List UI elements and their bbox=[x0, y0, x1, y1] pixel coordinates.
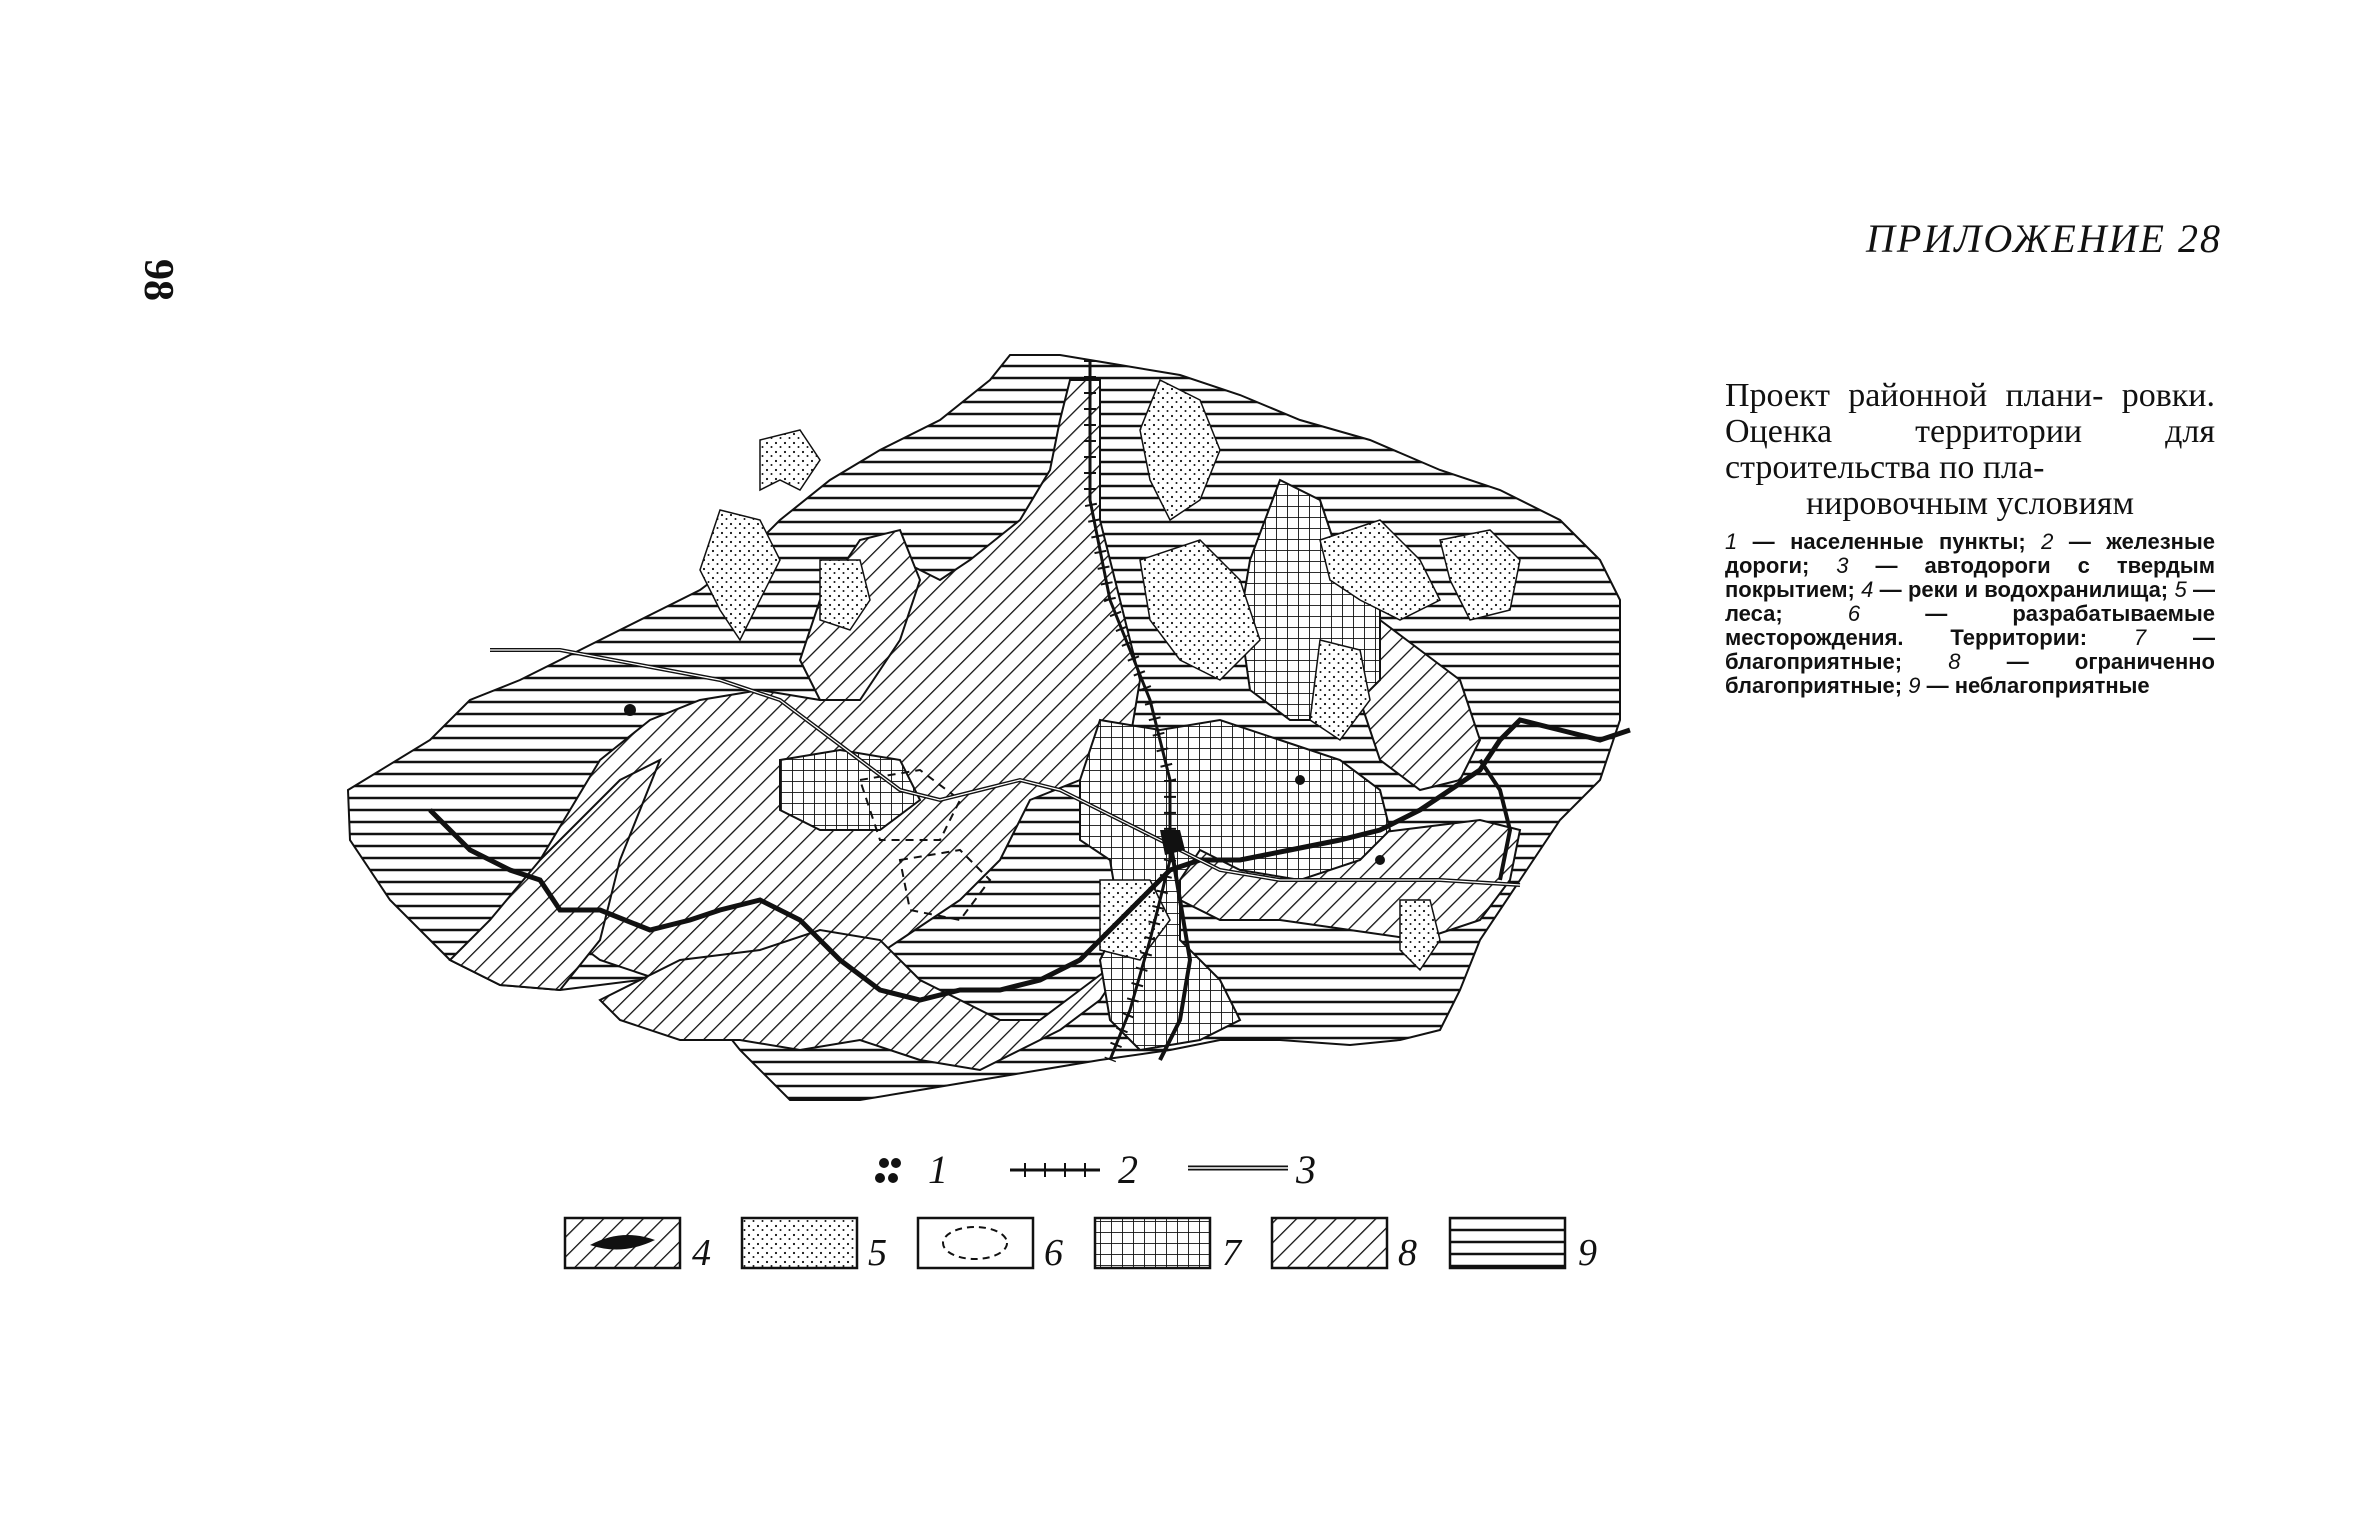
legend-symbol-deposit bbox=[918, 1218, 1033, 1268]
legend-symbol-settlement bbox=[875, 1158, 901, 1183]
appendix-title: ПРИЛОЖЕНИЕ 28 bbox=[1866, 216, 2222, 261]
legend-symbol-limited bbox=[1272, 1218, 1387, 1268]
legend-label-9: 9 bbox=[1578, 1232, 1597, 1274]
settlement-1 bbox=[624, 704, 636, 716]
legend-label-7: 7 bbox=[1222, 1232, 1241, 1274]
legend-symbol-favorable bbox=[1095, 1218, 1210, 1268]
legend-label-4: 4 bbox=[692, 1232, 711, 1274]
legend-label-3: 3 bbox=[1296, 1147, 1316, 1192]
caption-legend-text: 1 — населенные пункты; 2 — железные дороги; 3 — автодороги с твердым покрытием; 4 — реки и водохранилища; 5 — леса; 6 — разрабатываемые месторождения. Территории: 7 — благоприятные; 8 — ограниченно благоприятные; 9 — неблагоприятные bbox=[1725, 529, 2215, 698]
caption-title-line-4: нировочным условиям bbox=[1806, 485, 2134, 522]
legend-symbol-forest bbox=[742, 1218, 857, 1268]
legend-label-6: 6 bbox=[1044, 1232, 1063, 1274]
settlement-3 bbox=[1375, 855, 1385, 865]
legend-symbol-unfavorable bbox=[1450, 1218, 1565, 1268]
legend-symbol-river bbox=[565, 1218, 680, 1268]
legend-label-5: 5 bbox=[868, 1232, 887, 1274]
legend-label-1: 1 bbox=[928, 1147, 948, 1192]
settlement-2 bbox=[1295, 775, 1305, 785]
legend-label-8: 8 bbox=[1398, 1232, 1417, 1274]
caption-title-line-3: для строительства по пла- bbox=[1725, 413, 2216, 486]
caption-title-line-2: ровки. Оценка территории bbox=[1725, 377, 2215, 450]
caption-title-line-1: Проект районной плани- bbox=[1725, 377, 2104, 414]
page-number: 98 bbox=[135, 259, 181, 301]
legend-symbol-railway bbox=[1010, 1163, 1100, 1177]
forest-1 bbox=[760, 430, 820, 490]
legend-label-2: 2 bbox=[1118, 1147, 1138, 1192]
